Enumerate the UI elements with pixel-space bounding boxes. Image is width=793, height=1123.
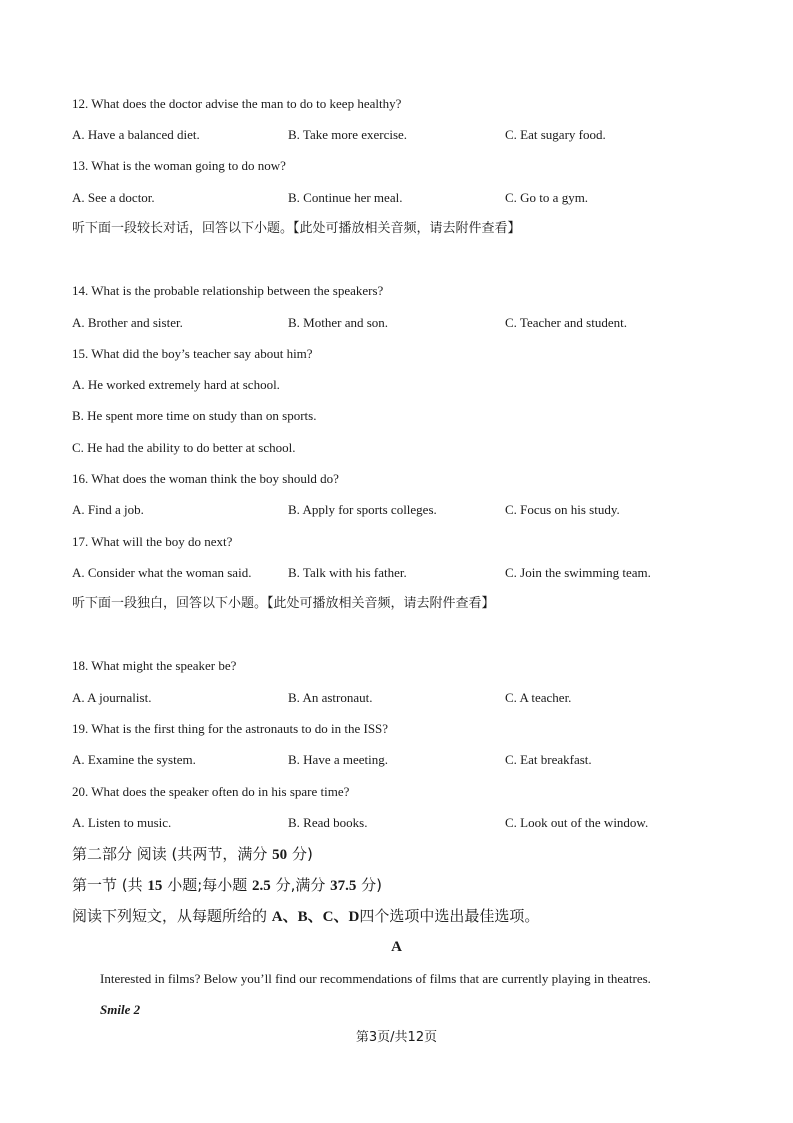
option-16c: C. Focus on his study. <box>505 502 620 517</box>
option-19b: B. Have a meeting. <box>288 752 388 767</box>
option-13b: B. Continue her meal. <box>288 190 403 205</box>
question-17: 17. What will the boy do next? <box>72 534 233 549</box>
section1-title: 第一节 (共 15 小题;每小题 2.5 分,满分 37.5 分) <box>72 876 383 894</box>
option-14a: A. Brother and sister. <box>72 315 183 330</box>
reading-directions: 阅读下列短文，从每题所给的 A、B、C、D四个选项中选出最佳选项。 <box>72 907 540 925</box>
option-18c: C. A teacher. <box>505 690 572 705</box>
option-12b: B. Take more exercise. <box>288 127 408 142</box>
option-14b: B. Mother and son. <box>288 315 389 330</box>
film-title: Smile 2 <box>100 1002 141 1017</box>
option-12c: C. Eat sugary food. <box>505 127 606 142</box>
question-14: 14. What is the probable relationship between the speakers? <box>72 283 384 298</box>
option-19c: C. Eat breakfast. <box>505 752 592 767</box>
option-18b: B. An astronaut. <box>288 690 373 705</box>
question-16: 16. What does the woman think the boy should do? <box>72 471 339 486</box>
long-dialogue-instruction: 听下面一段较长对话，回答以下小题。【此处可播放相关音频，请去附件查看】 <box>72 221 521 236</box>
option-15c: C. He had the ability to do better at school. <box>72 440 296 455</box>
option-19a: A. Examine the system. <box>72 752 196 767</box>
option-18a: A. A journalist. <box>72 690 152 705</box>
option-15a: A. He worked extremely hard at school. <box>72 377 280 392</box>
page-number: 第3页/共12页 <box>355 1030 438 1045</box>
option-15b: B. He spent more time on study than on sports. <box>72 408 317 423</box>
option-17b: B. Talk with his father. <box>288 565 407 580</box>
option-13a: A. See a doctor. <box>72 190 155 205</box>
question-20: 20. What does the speaker often do in his spare time? <box>72 784 350 799</box>
option-12a: A. Have a balanced diet. <box>72 127 200 142</box>
question-19: 19. What is the first thing for the astronauts to do in the ISS? <box>72 721 389 736</box>
option-14c: C. Teacher and student. <box>505 315 627 330</box>
passage-intro: Interested in films? Below you’ll find our recommendations of films that are currently playing in theatres. <box>100 971 651 986</box>
question-18: 18. What might the speaker be? <box>72 658 237 673</box>
option-20c: C. Look out of the window. <box>505 815 649 830</box>
monologue-instruction: 听下面一段独白，回答以下小题。【此处可播放相关音频，请去附件查看】 <box>72 596 495 611</box>
option-16a: A. Find a job. <box>72 502 144 517</box>
option-17c: C. Join the swimming team. <box>505 565 651 580</box>
question-15: 15. What did the boy’s teacher say about him? <box>72 346 313 361</box>
passage-label: A <box>391 939 402 955</box>
option-16b: B. Apply for sports colleges. <box>288 502 437 517</box>
option-20b: B. Read books. <box>288 815 368 830</box>
part2-title: 第二部分 阅读 (共两节，满分 50 分) <box>72 845 313 863</box>
question-12: 12. What does the doctor advise the man to do to keep healthy? <box>72 96 402 111</box>
question-13: 13. What is the woman going to do now? <box>72 158 286 173</box>
option-13c: C. Go to a gym. <box>505 190 589 205</box>
option-17a: A. Consider what the woman said. <box>72 565 252 580</box>
option-20a: A. Listen to music. <box>72 815 172 830</box>
